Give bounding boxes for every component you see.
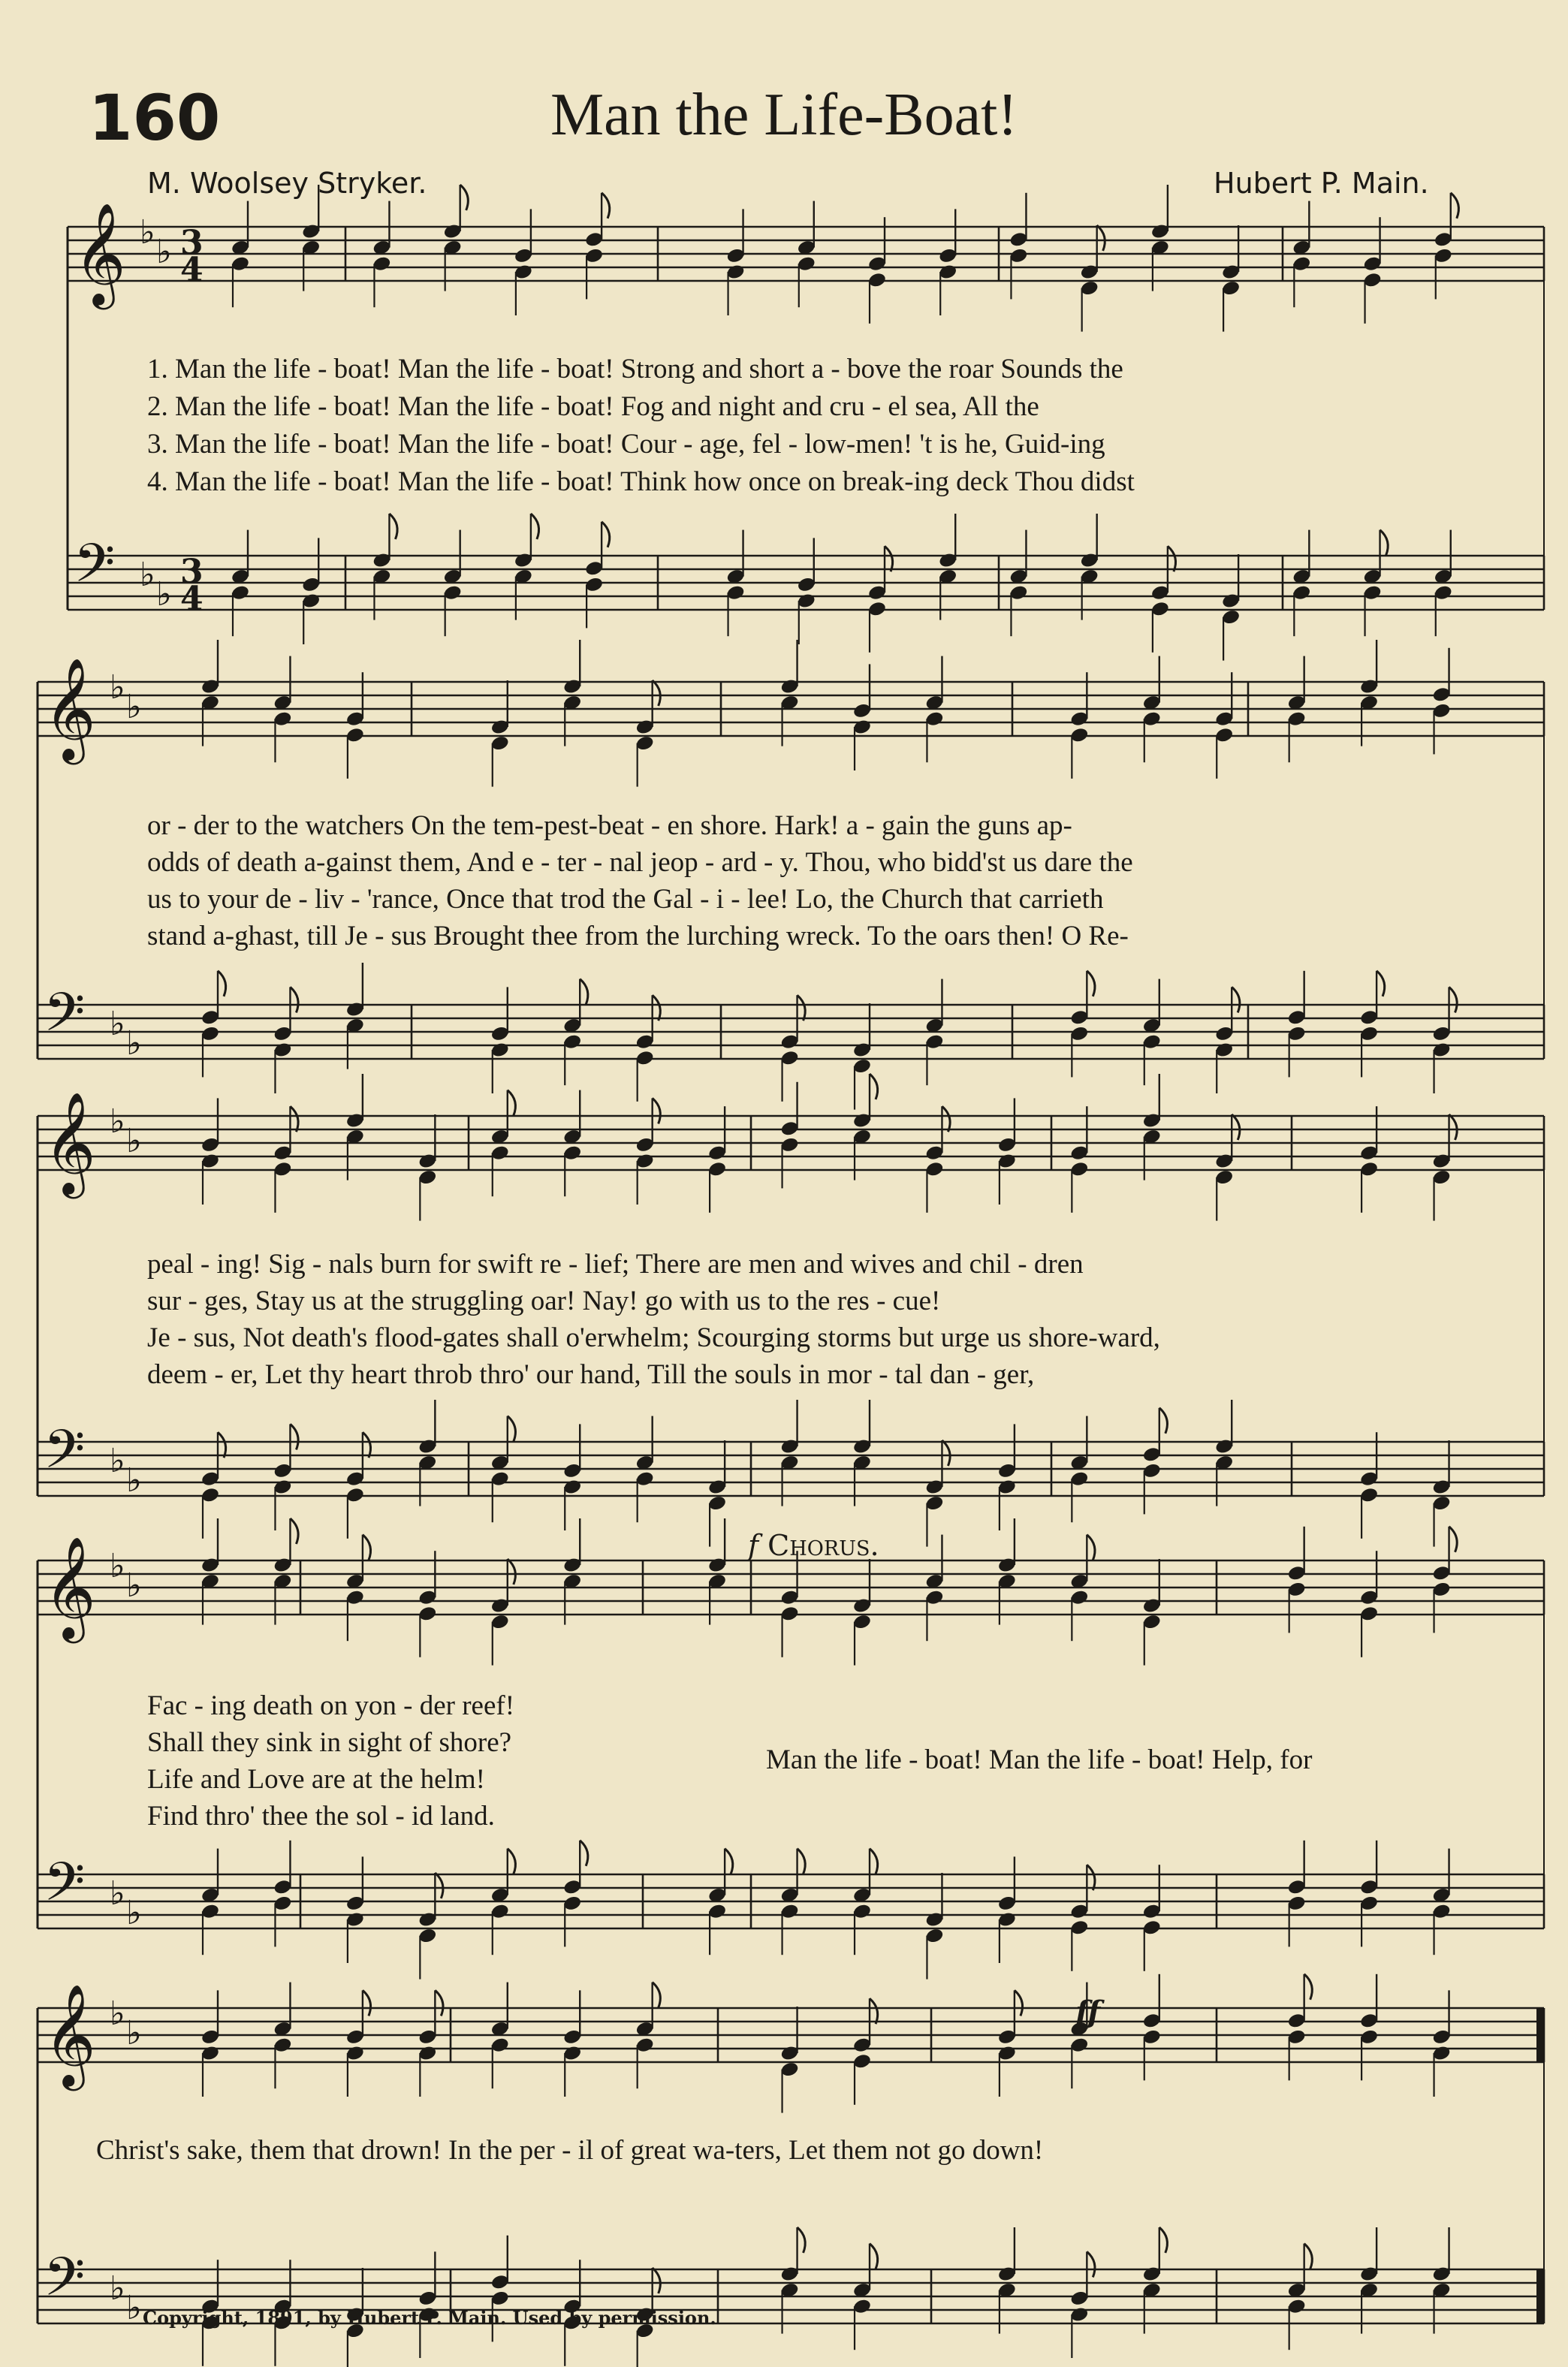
note-flag xyxy=(580,979,588,1005)
note-flag xyxy=(508,1416,516,1442)
treble-clef: 𝄞 xyxy=(44,1090,96,1194)
note-flag xyxy=(218,971,226,997)
final-barline xyxy=(1536,2008,1544,2062)
note-flag xyxy=(1449,987,1458,1012)
bass-clef: 𝄢 xyxy=(74,532,116,608)
note-flag xyxy=(653,2268,661,2293)
note-flag xyxy=(653,1983,661,2008)
lyric-verse-2-line-3: sur - ges, Stay us at the struggling oar! Nay! go with us to the res - cue! xyxy=(147,1286,941,1316)
note-flag xyxy=(870,1998,878,2024)
flat-sign: ♭ xyxy=(110,1102,125,1141)
lyric-verse-1-line-4: Fac - ing death on yon - der reef! xyxy=(147,1690,515,1721)
treble-clef: 𝄞 xyxy=(44,1983,96,2086)
note-flag xyxy=(1232,987,1240,1012)
note-flag xyxy=(1168,546,1176,571)
note-flag xyxy=(602,193,610,219)
lyric-verse-4-line-2: stand a-ghast, till Je - sus Brought thee from the lurching wreck. To the oars then! O Re- xyxy=(147,921,1129,951)
note-flag xyxy=(1015,1990,1023,2016)
note-flag xyxy=(531,514,539,539)
note-flag xyxy=(435,1873,443,1898)
flat-sign: ♭ xyxy=(140,213,155,252)
chorus-heading: Chorus. xyxy=(767,1529,879,1562)
time-sig-top: 3 xyxy=(180,224,204,262)
flat-sign: ♭ xyxy=(156,233,172,271)
note-flag xyxy=(508,1559,516,1585)
note-flag xyxy=(1377,971,1385,997)
note-flag xyxy=(1304,1974,1313,2000)
bass-clef: 𝄢 xyxy=(44,1851,86,1926)
note-flag xyxy=(602,522,610,547)
flat-sign: ♭ xyxy=(126,1461,142,1500)
note-flag xyxy=(290,987,298,1012)
note-flag xyxy=(435,1990,443,2016)
note-flag xyxy=(1304,2244,1313,2269)
flat-sign: ♭ xyxy=(126,2289,142,2327)
lyric-verse-1-line-1: 1. Man the life - boat! Man the life - boat! Strong and short a - bove the roar Sounds the xyxy=(147,354,1123,384)
note-flag xyxy=(870,1849,878,1874)
treble-clef: 𝄞 xyxy=(44,656,96,760)
note-flag xyxy=(725,1849,733,1874)
note-flag xyxy=(1087,971,1095,997)
flat-sign: ♭ xyxy=(110,1442,125,1480)
flat-sign: ♭ xyxy=(110,668,125,707)
lyric-verse-4-line-4: Find thro' thee the sol - id land. xyxy=(147,1801,495,1832)
note-flag xyxy=(1087,1865,1095,1890)
note-flag xyxy=(363,1432,371,1458)
flat-sign: ♭ xyxy=(126,1024,142,1063)
dynamic-ff: ff xyxy=(1075,1995,1101,2030)
flat-sign: ♭ xyxy=(126,1566,142,1605)
time-sig-bottom: 4 xyxy=(180,580,204,618)
lyricist: M. Woolsey Stryker. xyxy=(147,167,427,200)
note-flag xyxy=(508,1849,516,1874)
note-flag xyxy=(363,1535,371,1560)
note-flag xyxy=(942,1106,950,1132)
lyric-verse-4-line-3: deem - er, Let thy heart throb thro' our hand, Till the souls in mor - tal dan - ger, xyxy=(147,1359,1035,1390)
note-flag xyxy=(1087,1535,1095,1560)
treble-clef: 𝄞 xyxy=(44,1535,96,1639)
lyric-verse-1-line-3: peal - ing! Sig - nals burn for swift re - lief; There are men and wives and chil - dren xyxy=(147,1249,1084,1280)
chorus-dynamic: f xyxy=(748,1529,759,1562)
note-flag xyxy=(870,1074,878,1099)
lyric-verse-4-line-1: 4. Man the life - boat! Man the life - boat! Think how once on break-ing deck Thou didst xyxy=(147,466,1135,497)
chorus-lyric-line-1: Man the life - boat! Man the life - boat! Help, for xyxy=(766,1744,1313,1775)
lyric-verse-3-line-1: 3. Man the life - boat! Man the life - boat! Cour - age, fel - low-men! 't is he, Guid-ing xyxy=(147,429,1105,460)
note-flag xyxy=(1449,1527,1458,1552)
hymn-title: Man the Life-Boat! xyxy=(550,82,1018,148)
flat-sign: ♭ xyxy=(126,1122,142,1160)
chorus-lyric-line-2: Christ's sake, them that drown! In the per - il of great wa-ters, Let them not go down! xyxy=(96,2135,1044,2166)
note-flag xyxy=(942,1440,950,1466)
composer: Hubert P. Main. xyxy=(1214,167,1429,200)
note-flag xyxy=(460,185,469,210)
time-sig-top: 3 xyxy=(180,553,204,591)
lyric-verse-3-line-4: Life and Love are at the helm! xyxy=(147,1764,485,1795)
note-flag xyxy=(653,680,661,706)
note-flag xyxy=(363,1990,371,2016)
note-flag xyxy=(1449,1114,1458,1140)
note-flag xyxy=(508,1090,516,1116)
flat-sign: ♭ xyxy=(110,1005,125,1043)
time-sig-bottom: 4 xyxy=(180,251,204,289)
note-flag xyxy=(290,1424,298,1449)
copyright-notice: Copyright, 1891, by Hubert P. Main. Used by permission. xyxy=(143,2307,716,2329)
note-flag xyxy=(290,1106,298,1132)
lyric-verse-3-line-3: Je - sus, Not death's flood-gates shall o'erwhelm; Scourging storms but urge us shore-ward, xyxy=(147,1322,1160,1353)
flat-sign: ♭ xyxy=(110,1995,125,2033)
lyric-verse-2-line-4: Shall they sink in sight of shore? xyxy=(147,1727,512,1758)
note-flag xyxy=(1159,1408,1168,1434)
flat-sign: ♭ xyxy=(126,2014,142,2052)
hymn-number: 160 xyxy=(89,81,221,155)
final-barline xyxy=(1536,2269,1544,2323)
note-flag xyxy=(1451,193,1459,219)
bass-clef: 𝄢 xyxy=(44,981,86,1057)
note-flag xyxy=(870,2244,878,2269)
note-flag xyxy=(798,2227,806,2253)
note-flag xyxy=(798,995,806,1021)
lyric-verse-1-line-2: or - der to the watchers On the tem-pest-beat - en shore. Hark! a - gain the guns ap- xyxy=(147,810,1072,841)
bass-clef: 𝄢 xyxy=(44,2246,86,2321)
note-flag xyxy=(389,514,397,539)
bass-clef: 𝄢 xyxy=(44,1419,86,1494)
note-flag xyxy=(290,1518,298,1544)
note-flag xyxy=(1159,2227,1168,2253)
lyric-verse-2-line-2: odds of death a-gainst them, And e - ter - nal jeop - ard - y. Thou, who bidd'st us dare the xyxy=(147,847,1133,878)
chorus-label xyxy=(748,1529,879,1562)
note-flag xyxy=(885,546,893,571)
lyric-verse-2-line-1: 2. Man the life - boat! Man the life - boat! Fog and night and cru - el sea, All the xyxy=(147,391,1039,422)
flat-sign: ♭ xyxy=(110,1874,125,1913)
flat-sign: ♭ xyxy=(126,688,142,726)
note-flag xyxy=(1380,530,1389,556)
flat-sign: ♭ xyxy=(126,1894,142,1932)
note-flag xyxy=(798,1849,806,1874)
note-flag xyxy=(1087,2251,1095,2277)
flat-sign: ♭ xyxy=(156,575,172,614)
treble-clef: 𝄞 xyxy=(74,201,126,305)
note-flag xyxy=(653,995,661,1021)
note-flag xyxy=(218,1432,226,1458)
flat-sign: ♭ xyxy=(110,2269,125,2308)
note-flag xyxy=(653,1098,661,1123)
flat-sign: ♭ xyxy=(110,1547,125,1585)
note-flag xyxy=(1232,1114,1240,1140)
note-flag xyxy=(1097,225,1105,251)
flat-sign: ♭ xyxy=(140,556,155,594)
lyric-verse-3-line-2: us to your de - liv - 'rance, Once that trod the Gal - i - lee! Lo, the Church that carrieth xyxy=(147,884,1104,915)
note-flag xyxy=(580,1841,588,1866)
